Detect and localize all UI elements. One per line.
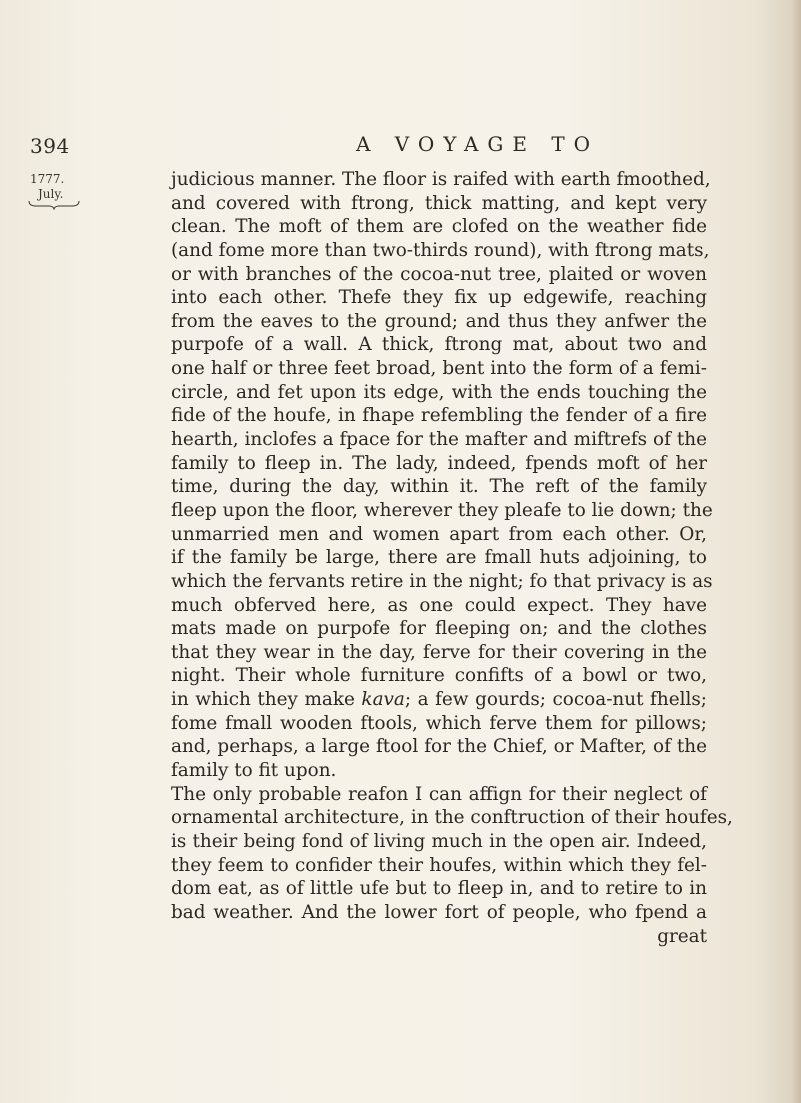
text-line: or with branches of the cocoa-nut tree, plaited or woven — [171, 263, 707, 285]
margin-note-year: 1777. — [30, 172, 65, 186]
margin-brace-icon — [28, 200, 80, 210]
text-line: fide of the houfe, in fhape refembling the fender of a fire — [171, 405, 707, 427]
text-line-kava — [171, 688, 707, 712]
text-line: and, perhaps, a large ftool for the Chief, or Mafter, of the — [171, 736, 707, 758]
text-line: dom eat, as of little ufe but to fleep in, and to retire to in — [171, 878, 707, 900]
margin-note-month: July. — [38, 187, 64, 201]
text-line: family to fleep in. The lady, indeed, fpends moft of her — [171, 452, 707, 474]
text-line: fome fmall wooden ftools, which ferve them for pillows; — [171, 712, 707, 734]
text-line: much obferved here, as one could expect. They have — [171, 594, 707, 616]
text-line: (and fome more than two-thirds round), with ftrong mats, — [171, 239, 710, 261]
text-line: which the fervants retire in the night; fo that privacy is as — [171, 570, 713, 592]
text-line: ornamental architecture, in the conftruction of their houfes, — [171, 807, 733, 829]
running-title: A VOYAGE TO — [356, 132, 600, 156]
catchword: great — [657, 925, 707, 947]
kava-word: kava — [361, 689, 405, 711]
kava-line-before: in which they make — [171, 689, 362, 711]
text-line: clean. The moft of them are clofed on the weather fide — [171, 216, 707, 238]
text-line: they feem to confider their houfes, within which they fel- — [171, 854, 707, 876]
page-edge-shadow — [791, 0, 801, 1103]
text-line: time, during the day, within it. The reft of the family — [171, 476, 707, 498]
kava-line-after: ; a few gourds; cocoa-nut fhells; — [404, 689, 707, 711]
text-line: is their being fond of living much in the open air. Indeed, — [171, 830, 707, 852]
page-number: 394 — [30, 134, 70, 158]
text-line: The only probable reafon I can affign for their neglect of — [171, 783, 707, 805]
text-line: mats made on purpofe for fleeping on; and the clothes — [171, 618, 707, 640]
text-line: unmarried men and women apart from each other. Or, — [171, 523, 707, 545]
text-line: into each other. Thefe they fix up edgewife, reaching — [171, 287, 707, 309]
text-line: and covered with ftrong, thick matting, and kept very — [171, 192, 707, 214]
text-line: fleep upon the floor, wherever they pleafe to lie down; the — [171, 499, 713, 521]
text-line: hearth, inclofes a fpace for the mafter and miftrefs of the — [171, 429, 707, 451]
text-line: if the family be large, there are fmall huts adjoining, to — [171, 547, 707, 569]
text-line: bad weather. And the lower fort of people, who fpend a — [171, 901, 707, 923]
text-line: from the eaves to the ground; and thus they anfwer the — [171, 310, 707, 332]
text-line: that they wear in the day, ferve for their covering in the — [171, 641, 707, 663]
text-line: family to fit upon. — [171, 760, 337, 782]
text-line: purpofe of a wall. A thick, ftrong mat, about two and — [171, 334, 707, 356]
text-line: circle, and fet upon its edge, with the ends touching the — [171, 381, 707, 403]
text-line: night. Their whole furniture confifts of a bowl or two, — [171, 665, 707, 687]
text-line: one half or three feet broad, bent into the form of a femi- — [171, 358, 707, 380]
body-text — [171, 168, 733, 948]
text-line: judicious manner. The floor is raifed with earth fmoothed, — [171, 169, 711, 190]
